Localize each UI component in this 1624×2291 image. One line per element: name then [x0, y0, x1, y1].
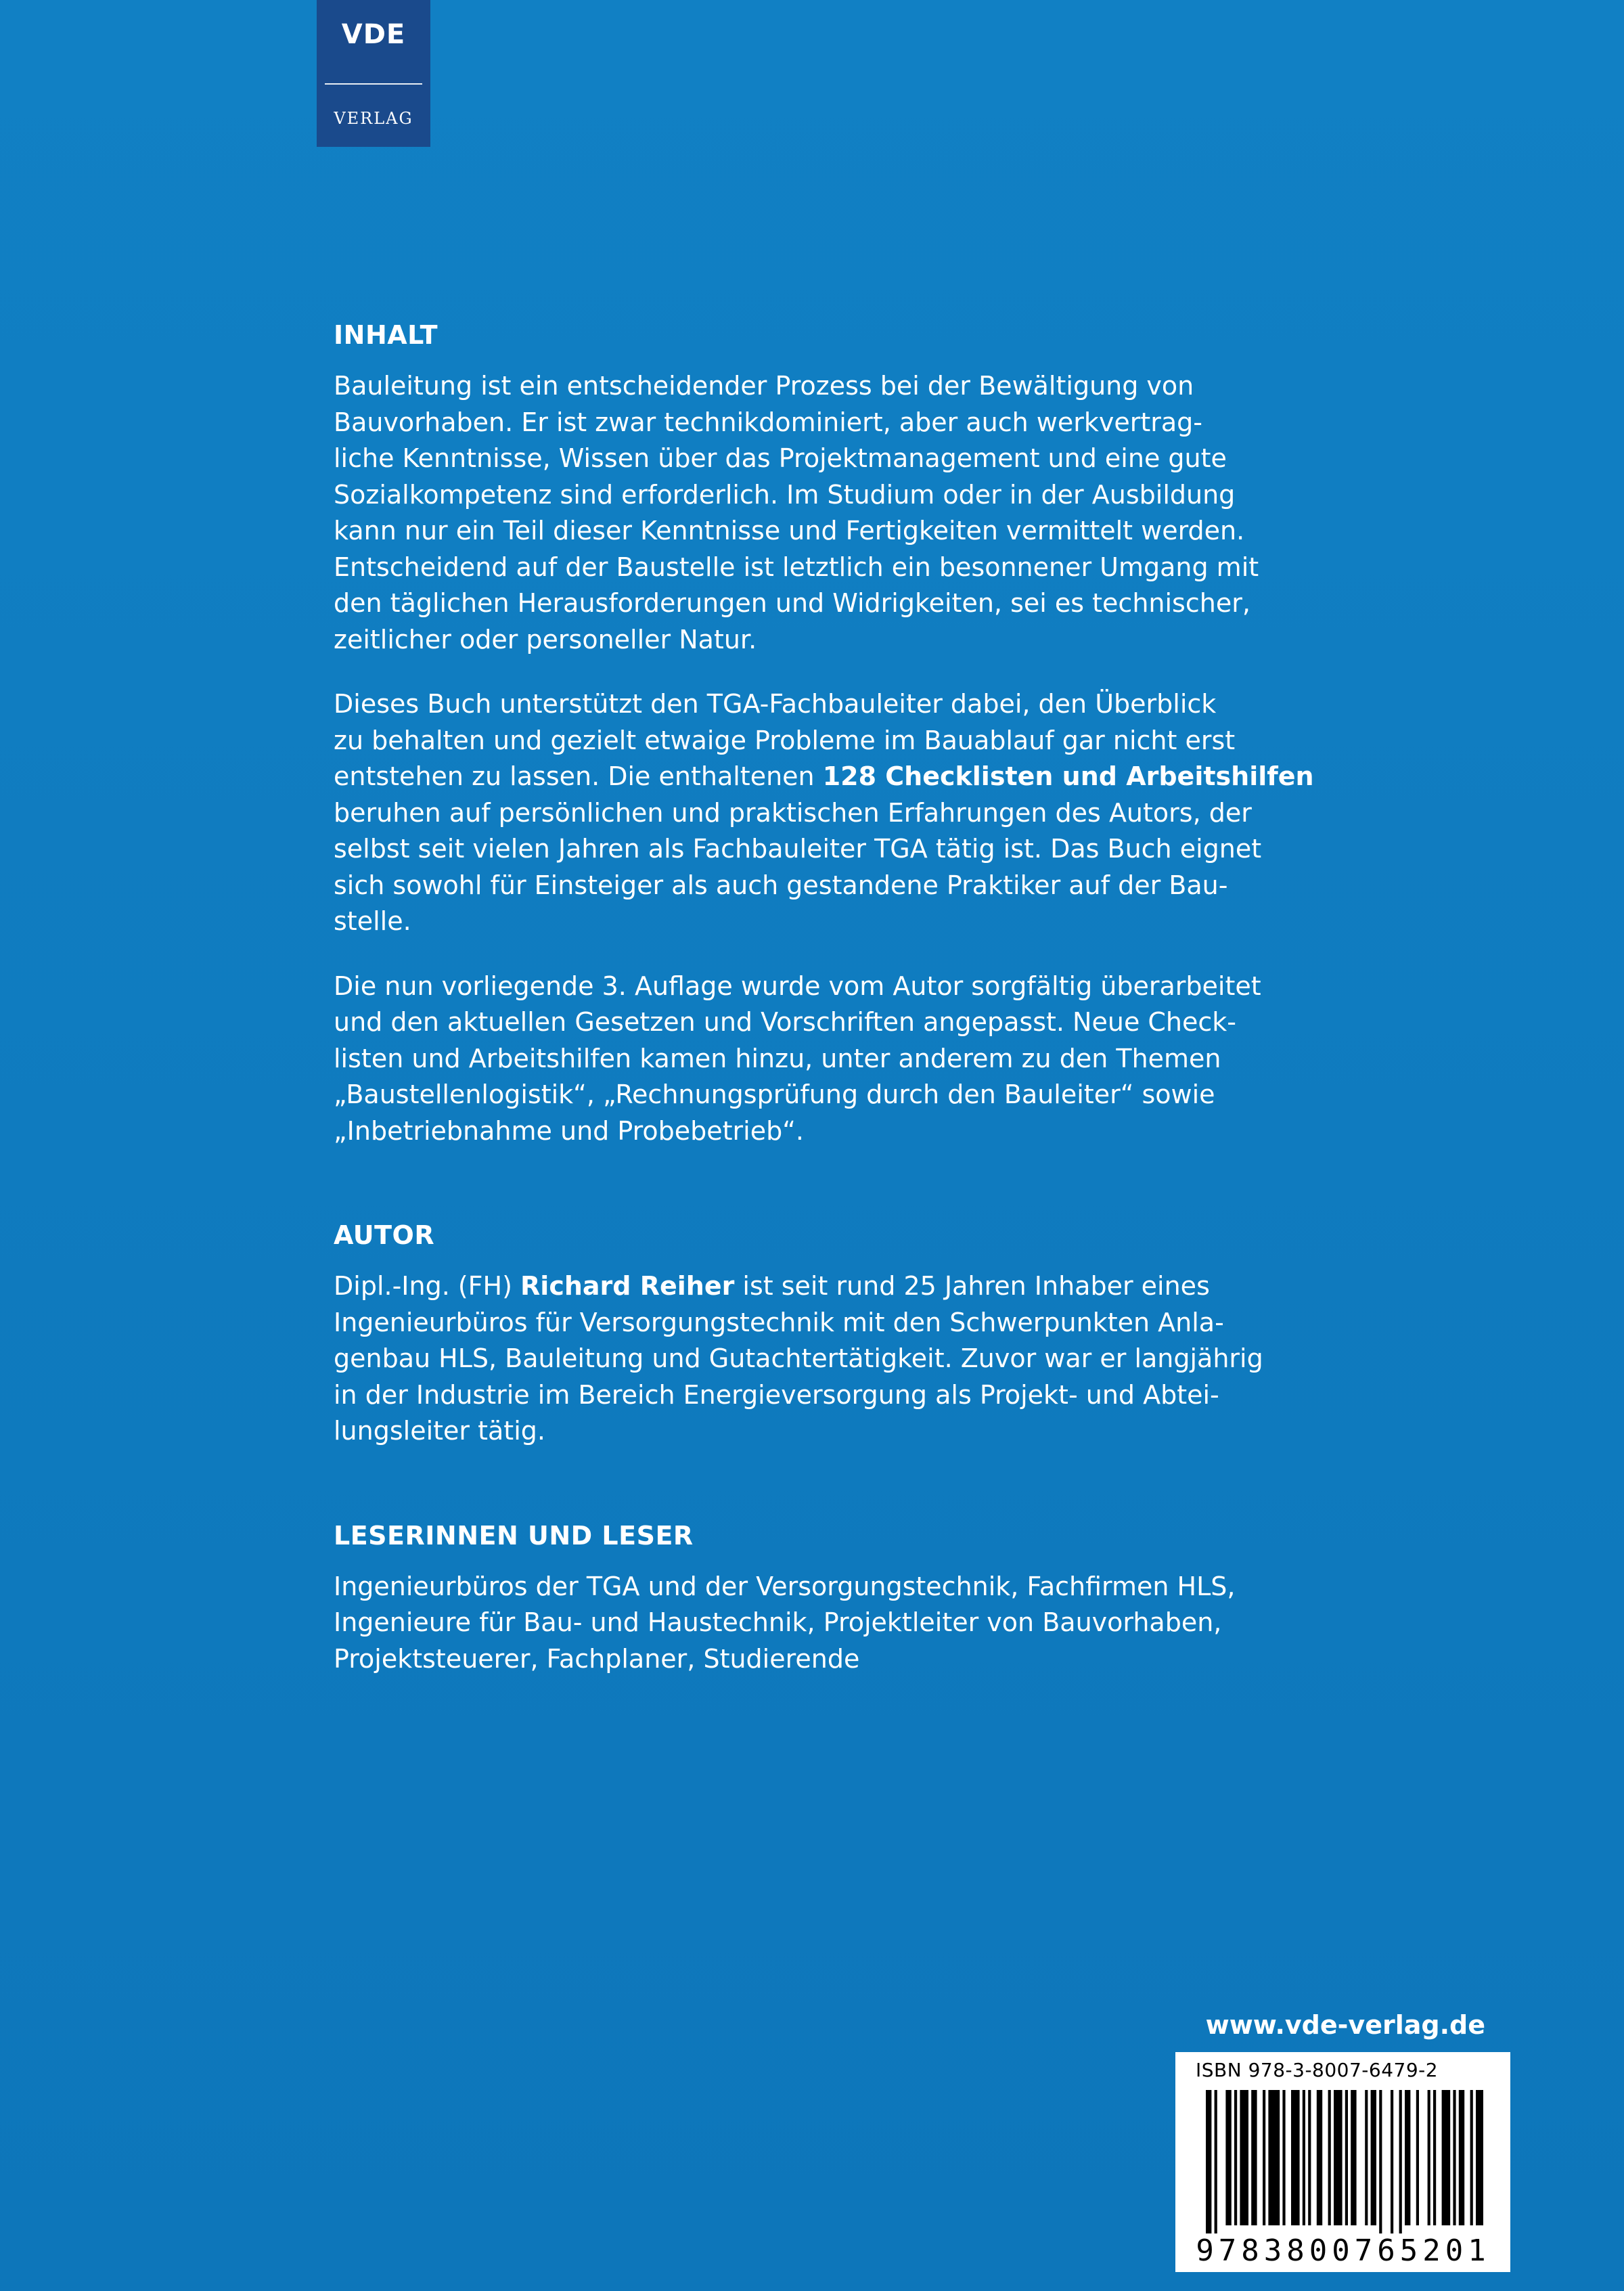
- barcode-bar: [1428, 2090, 1430, 2225]
- barcode-bar: [1328, 2090, 1331, 2225]
- text-line: „Inbetriebnahme und Probebetrieb“.: [334, 1115, 804, 1146]
- text-line: Projektsteuerer, Fachplaner, Studierende: [334, 1643, 860, 1674]
- text-line: stelle.: [334, 906, 411, 936]
- text-line: [334, 759, 1349, 795]
- barcode-bar: [1291, 2090, 1300, 2225]
- logo-divider: [325, 83, 422, 85]
- inhalt-paragraph-2: [334, 686, 1349, 940]
- barcode-bar: [1282, 2090, 1285, 2225]
- isbn-label: ISBN 978-3-8007-6479-2: [1196, 2059, 1439, 2081]
- text-line: „Baustellenlogistik“, „Rechnungsprüfung durch den Bauleiter“ sowie: [334, 1080, 1215, 1109]
- inhalt-paragraph-1: [334, 368, 1349, 658]
- text-line: in der Industrie im Bereich Energieversorgung als Projekt- und Abtei-: [334, 1379, 1219, 1410]
- text-line: Dieses Buch unterstützt den TGA-Fachbauleiter dabei, den Überblick: [334, 689, 1217, 719]
- barcode-bar: [1391, 2090, 1393, 2233]
- logo-brand-text: VDE: [341, 19, 406, 50]
- barcode-bar: [1303, 2090, 1305, 2225]
- text-line: den täglichen Herausforderungen und Widrigkeiten, sei es technischer,: [334, 588, 1250, 618]
- barcode-icon: [1206, 2090, 1483, 2233]
- text-line: Bauvorhaben. Er ist zwar technikdominiert, aber auch werkvertrag-: [334, 407, 1202, 437]
- text-line: selbst seit vielen Jahren als Fachbauleiter TGA tätig ist. Das Buch eignet: [334, 834, 1262, 864]
- publisher-website: www.vde-verlag.de: [1205, 2010, 1485, 2040]
- leser-paragraph: [334, 1569, 1349, 1678]
- barcode-bar: [1268, 2090, 1280, 2225]
- text-line: Bauleitung ist ein entscheidender Prozess bei der Bewältigung von: [334, 371, 1194, 401]
- barcode-bar: [1399, 2090, 1402, 2233]
- section-heading-inhalt: INHALT: [334, 320, 438, 350]
- publisher-logo: [317, 0, 430, 147]
- barcode-bar: [1416, 2090, 1419, 2225]
- barcode-bar: [1206, 2090, 1211, 2233]
- text-line: beruhen auf persönlichen und praktischen Erfahrungen des Autors, der: [334, 797, 1252, 828]
- text-line: Die nun vorliegende 3. Auflage wurde vom Autor sorgfältig überarbeitet: [334, 971, 1261, 1001]
- text-line: Sozialkompetenz sind erforderlich. Im Studium oder in der Ausbildung: [334, 479, 1236, 510]
- barcode-bar: [1442, 2090, 1451, 2225]
- barcode-bar: [1405, 2090, 1410, 2225]
- text-run: ist seit rund 25 Jahren Inhaber eines: [734, 1271, 1210, 1301]
- text-line: listen und Arbeitshilfen kamen hinzu, unter anderem zu den Themen: [334, 1043, 1221, 1073]
- author-name: Richard Reiher: [520, 1271, 735, 1301]
- text-line: Ingenieurbüros der TGA und der Versorgungstechnik, Fachfirmen HLS,: [334, 1571, 1236, 1601]
- logo-subtitle: VERLAG: [334, 109, 413, 128]
- highlight-checklists: 128 Checklisten und Arbeitshilfen: [822, 761, 1314, 791]
- barcode-number: 9783800765201: [1196, 2233, 1491, 2268]
- section-spacer: [334, 1178, 1349, 1218]
- text-line: lungsleiter tätig.: [334, 1416, 545, 1446]
- barcode-bar: [1345, 2090, 1348, 2225]
- barcode-bar: [1225, 2090, 1231, 2225]
- barcode-bar: [1459, 2090, 1464, 2225]
- barcode-bar: [1365, 2090, 1368, 2225]
- barcode-bar: [1251, 2090, 1257, 2225]
- text-line: Entscheidend auf der Baustelle ist letztlich ein besonnener Umgang mit: [334, 552, 1259, 582]
- barcode-bar: [1379, 2090, 1382, 2233]
- autor-paragraph: [334, 1268, 1349, 1450]
- text-line: zeitlicher oder personeller Natur.: [334, 624, 757, 654]
- text-line: liche Kenntnisse, Wissen über das Projektmanagement und eine gute: [334, 443, 1227, 473]
- inhalt-paragraph-3: [334, 969, 1349, 1150]
- barcode-bar: [1240, 2090, 1248, 2225]
- barcode-bar: [1263, 2090, 1265, 2225]
- text-run: Dipl.-Ing. (FH): [334, 1271, 521, 1301]
- barcode-bar: [1351, 2090, 1356, 2225]
- section-heading-leser: LESERINNEN UND LESER: [334, 1520, 694, 1551]
- barcode-bar: [1234, 2090, 1237, 2225]
- text-run: entstehen zu lassen. Die enthaltenen: [334, 761, 823, 791]
- text-line: und den aktuellen Gesetzen und Vorschriften angepasst. Neue Check-: [334, 1007, 1237, 1037]
- barcode-bar: [1371, 2090, 1376, 2225]
- barcode-bar: [1317, 2090, 1322, 2225]
- text-line: [334, 1268, 1349, 1305]
- barcode-bar: [1453, 2090, 1456, 2225]
- text-line: zu behalten und gezielt etwaige Probleme im Bauablauf gar nicht erst: [334, 725, 1236, 755]
- barcode-bar: [1433, 2090, 1436, 2225]
- isbn-barcode-box: [1175, 2052, 1510, 2272]
- text-line: kann nur ein Teil dieser Kenntnisse und Fertigkeiten vermittelt werden.: [334, 516, 1245, 546]
- barcode-bar: [1308, 2090, 1311, 2225]
- section-heading-autor: AUTOR: [334, 1220, 435, 1250]
- text-line: genbau HLS, Bauleitung und Gutachtertätigkeit. Zuvor war er langjährig: [334, 1343, 1263, 1373]
- barcode-bar: [1334, 2090, 1343, 2225]
- barcode-bar: [1215, 2090, 1217, 2233]
- blurb-column: [334, 318, 1349, 1706]
- section-spacer: [334, 1478, 1349, 1519]
- barcode-bar: [1470, 2090, 1473, 2225]
- text-line: sich sowohl für Einsteiger als auch gestandene Praktiker auf der Bau-: [334, 870, 1228, 900]
- barcode-bar: [1476, 2090, 1483, 2225]
- text-line: Ingenieurbüros für Versorgungstechnik mit den Schwerpunkten Anla-: [334, 1307, 1224, 1337]
- text-line: Ingenieure für Bau- und Haustechnik, Projektleiter von Bauvorhaben,: [334, 1607, 1222, 1637]
